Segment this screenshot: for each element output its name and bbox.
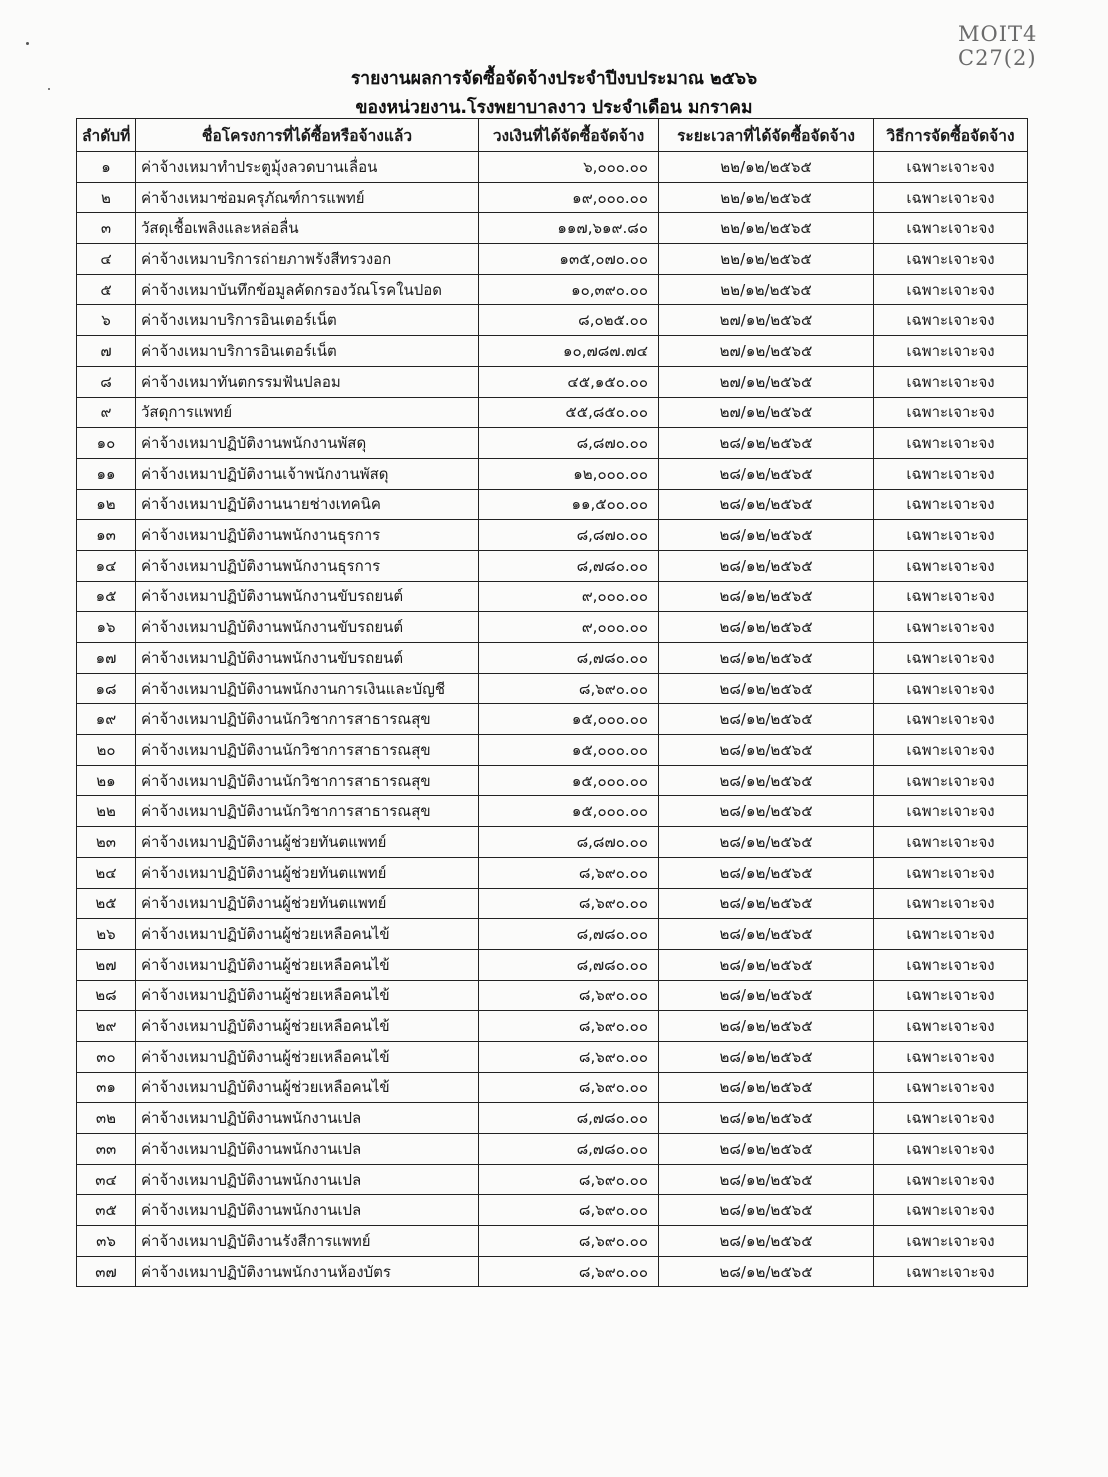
cell-name: ค่าจ้างเหมาบันทึกข้อมูลคัดกรองวัณโรคในปอด <box>136 274 479 305</box>
cell-name: ค่าจ้างเหมาปฏิบัติงานผู้ช่วยทันตแพทย์ <box>136 857 479 888</box>
table-row <box>77 673 1028 704</box>
cell-amount: ๑๐,๓๙๐.๐๐ <box>479 274 659 305</box>
cell-name: ค่าจ้างเหมาทำประตูมุ้งลวดบานเลื่อน <box>136 152 479 183</box>
cell-method: เฉพาะเจาะจง <box>874 888 1028 919</box>
cell-date: ๒๘/๑๒/๒๕๖๕ <box>659 919 874 950</box>
header-name: ชื่อโครงการที่ได้ซื้อหรือจ้างแล้ว <box>136 119 479 152</box>
report-title: รายงานผลการจัดซื้อจัดจ้างประจำปีงบประมาณ ๒๕๖๖ <box>350 69 758 89</box>
cell-date: ๒๘/๑๒/๒๕๖๕ <box>659 827 874 858</box>
cell-no: ๒ <box>77 182 136 213</box>
table-row <box>77 888 1028 919</box>
cell-date: ๒๒/๑๒/๒๕๖๕ <box>659 274 874 305</box>
cell-date: ๒๘/๑๒/๒๕๖๕ <box>659 1134 874 1165</box>
table-row <box>77 182 1028 213</box>
cell-no: ๑๔ <box>77 550 136 581</box>
cell-no: ๒๙ <box>77 1011 136 1042</box>
cell-method: เฉพาะเจาะจง <box>874 1134 1028 1165</box>
cell-method: เฉพาะเจาะจง <box>874 182 1028 213</box>
cell-amount: ๘,๗๘๐.๐๐ <box>479 949 659 980</box>
cell-no: ๒๔ <box>77 857 136 888</box>
cell-amount: ๘,๗๘๐.๐๐ <box>479 1103 659 1134</box>
cell-name: ค่าจ้างเหมาปฏิบัติงานนักวิชาการสาธารณสุข <box>136 796 479 827</box>
cell-no: ๒๗ <box>77 949 136 980</box>
cell-amount: ๘,๗๘๐.๐๐ <box>479 919 659 950</box>
cell-amount: ๙,๐๐๐.๐๐ <box>479 581 659 612</box>
cell-date: ๒๘/๑๒/๒๕๖๕ <box>659 1256 874 1287</box>
table-row <box>77 152 1028 183</box>
cell-amount: ๘,๖๙๐.๐๐ <box>479 1011 659 1042</box>
table-row <box>77 458 1028 489</box>
cell-name: วัสดุการแพทย์ <box>136 397 479 428</box>
table-row <box>77 397 1028 428</box>
table-row <box>77 1164 1028 1195</box>
cell-name: ค่าจ้างเหมาทันตกรรมฟันปลอม <box>136 366 479 397</box>
cell-name: ค่าจ้างเหมาปฏิบัติงานพนักงานเปล <box>136 1134 479 1165</box>
table-row <box>77 213 1028 244</box>
cell-name: ค่าจ้างเหมาปฏิบัติงานผู้ช่วยเหลือคนไข้ <box>136 980 479 1011</box>
cell-method: เฉพาะเจาะจง <box>874 827 1028 858</box>
cell-method: เฉพาะเจาะจง <box>874 1164 1028 1195</box>
cell-method: เฉพาะเจาะจง <box>874 581 1028 612</box>
cell-no: ๔ <box>77 244 136 275</box>
table-row <box>77 244 1028 275</box>
cell-amount: ๘,๗๘๐.๐๐ <box>479 1134 659 1165</box>
cell-name: ค่าจ้างเหมาปฏิบัติงานรังสีการแพทย์ <box>136 1226 479 1257</box>
cell-name: ค่าจ้างเหมาปฏิบัติงานผู้ช่วยเหลือคนไข้ <box>136 919 479 950</box>
cell-method: เฉพาะเจาะจง <box>874 489 1028 520</box>
cell-no: ๑๕ <box>77 581 136 612</box>
table-row <box>77 1103 1028 1134</box>
cell-amount: ๘,๖๙๐.๐๐ <box>479 1041 659 1072</box>
cell-no: ๓๗ <box>77 1256 136 1287</box>
cell-amount: ๑๑๗,๖๑๙.๘๐ <box>479 213 659 244</box>
cell-date: ๒๘/๑๒/๒๕๖๕ <box>659 428 874 459</box>
cell-no: ๓๔ <box>77 1164 136 1195</box>
cell-method: เฉพาะเจาะจง <box>874 366 1028 397</box>
procurement-table <box>76 118 1028 1287</box>
cell-amount: ๘,๖๙๐.๐๐ <box>479 1226 659 1257</box>
cell-method: เฉพาะเจาะจง <box>874 919 1028 950</box>
cell-amount: ๘,๖๙๐.๐๐ <box>479 980 659 1011</box>
cell-name: ค่าจ้างเหมาปฏิบัติงานพนักงานธุรการ <box>136 550 479 581</box>
cell-date: ๒๘/๑๒/๒๕๖๕ <box>659 458 874 489</box>
cell-name: ค่าจ้างเหมาปฏิบัติงานพนักงานเปล <box>136 1195 479 1226</box>
table-row <box>77 520 1028 551</box>
cell-no: ๓๕ <box>77 1195 136 1226</box>
cell-date: ๒๘/๑๒/๒๕๖๕ <box>659 888 874 919</box>
cell-name: ค่าจ้างเหมาบริการอินเตอร์เน็ต <box>136 305 479 336</box>
table-row <box>77 550 1028 581</box>
table-row <box>77 980 1028 1011</box>
cell-no: ๖ <box>77 305 136 336</box>
table-row <box>77 581 1028 612</box>
table-row <box>77 643 1028 674</box>
cell-date: ๒๘/๑๒/๒๕๖๕ <box>659 704 874 735</box>
table-row <box>77 919 1028 950</box>
cell-date: ๒๘/๑๒/๒๕๖๕ <box>659 1195 874 1226</box>
cell-date: ๒๗/๑๒/๒๕๖๕ <box>659 397 874 428</box>
cell-amount: ๘,๖๙๐.๐๐ <box>479 1195 659 1226</box>
cell-no: ๓๑ <box>77 1072 136 1103</box>
cell-date: ๒๘/๑๒/๒๕๖๕ <box>659 1226 874 1257</box>
cell-amount: ๑๕,๐๐๐.๐๐ <box>479 735 659 766</box>
cell-method: เฉพาะเจาะจง <box>874 336 1028 367</box>
cell-date: ๒๘/๑๒/๒๕๖๕ <box>659 735 874 766</box>
cell-method: เฉพาะเจาะจง <box>874 735 1028 766</box>
cell-name: ค่าจ้างเหมาปฏิบัติงานผู้ช่วยเหลือคนไข้ <box>136 1072 479 1103</box>
cell-date: ๒๘/๑๒/๒๕๖๕ <box>659 612 874 643</box>
cell-date: ๒๘/๑๒/๒๕๖๕ <box>659 489 874 520</box>
cell-date: ๒๒/๑๒/๒๕๖๕ <box>659 244 874 275</box>
table-header-row <box>77 119 1028 152</box>
cell-date: ๒๗/๑๒/๒๕๖๕ <box>659 336 874 367</box>
table-row <box>77 704 1028 735</box>
cell-date: ๒๘/๑๒/๒๕๖๕ <box>659 980 874 1011</box>
cell-date: ๒๗/๑๒/๒๕๖๕ <box>659 366 874 397</box>
scan-speck <box>26 42 29 45</box>
cell-method: เฉพาะเจาะจง <box>874 550 1028 581</box>
cell-name: ค่าจ้างเหมาปฏิบัติงานนักวิชาการสาธารณสุข <box>136 735 479 766</box>
header-method: วิธีการจัดซื้อจัดจ้าง <box>874 119 1028 152</box>
cell-name: ค่าจ้างเหมาปฏิบัติงานเจ้าพนักงานพัสดุ <box>136 458 479 489</box>
cell-method: เฉพาะเจาะจง <box>874 857 1028 888</box>
table-row <box>77 765 1028 796</box>
cell-name: ค่าจ้างเหมาปฏิบัติงานผู้ช่วยทันตแพทย์ <box>136 827 479 858</box>
cell-date: ๒๘/๑๒/๒๕๖๕ <box>659 550 874 581</box>
cell-no: ๒๑ <box>77 765 136 796</box>
cell-date: ๒๒/๑๒/๒๕๖๕ <box>659 152 874 183</box>
cell-no: ๒๒ <box>77 796 136 827</box>
cell-no: ๑ <box>77 152 136 183</box>
table-row <box>77 366 1028 397</box>
cell-name: ค่าจ้างเหมาปฏิบัติงานผู้ช่วยเหลือคนไข้ <box>136 1041 479 1072</box>
table-row <box>77 336 1028 367</box>
cell-method: เฉพาะเจาะจง <box>874 520 1028 551</box>
cell-method: เฉพาะเจาะจง <box>874 1195 1028 1226</box>
cell-name: ค่าจ้างเหมาปฏิบัติงานพนักงานการเงินและบัญชี <box>136 673 479 704</box>
cell-amount: ๖,๐๐๐.๐๐ <box>479 152 659 183</box>
cell-method: เฉพาะเจาะจง <box>874 612 1028 643</box>
table-body <box>77 152 1028 1287</box>
cell-name: ค่าจ้างเหมาบริการถ่ายภาพรังสีทรวงอก <box>136 244 479 275</box>
cell-name: ค่าจ้างเหมาปฏิบัติงานพนักงานขับรถยนต์ <box>136 643 479 674</box>
cell-method: เฉพาะเจาะจง <box>874 428 1028 459</box>
cell-no: ๑๗ <box>77 643 136 674</box>
cell-name: ค่าจ้างเหมาปฏิบัติงานผู้ช่วยเหลือคนไข้ <box>136 949 479 980</box>
cell-no: ๓๐ <box>77 1041 136 1072</box>
cell-name: ค่าจ้างเหมาซ่อมครุภัณฑ์การแพทย์ <box>136 182 479 213</box>
table-row <box>77 827 1028 858</box>
cell-amount: ๘,๖๙๐.๐๐ <box>479 1072 659 1103</box>
cell-date: ๒๒/๑๒/๒๕๖๕ <box>659 182 874 213</box>
cell-amount: ๘,๘๗๐.๐๐ <box>479 827 659 858</box>
cell-date: ๒๗/๑๒/๒๕๖๕ <box>659 305 874 336</box>
cell-no: ๓๖ <box>77 1226 136 1257</box>
cell-method: เฉพาะเจาะจง <box>874 458 1028 489</box>
cell-no: ๓๓ <box>77 1134 136 1165</box>
cell-method: เฉพาะเจาะจง <box>874 274 1028 305</box>
cell-name: ค่าจ้างเหมาปฏิบัติงานนายช่างเทคนิค <box>136 489 479 520</box>
table-row <box>77 1195 1028 1226</box>
table-row <box>77 612 1028 643</box>
cell-method: เฉพาะเจาะจง <box>874 704 1028 735</box>
cell-amount: ๑๓๕,๐๗๐.๐๐ <box>479 244 659 275</box>
cell-method: เฉพาะเจาะจง <box>874 980 1028 1011</box>
cell-method: เฉพาะเจาะจง <box>874 213 1028 244</box>
cell-date: ๒๘/๑๒/๒๕๖๕ <box>659 1164 874 1195</box>
cell-amount: ๘,๖๙๐.๐๐ <box>479 1256 659 1287</box>
table-row <box>77 1041 1028 1072</box>
table-row <box>77 1256 1028 1287</box>
cell-method: เฉพาะเจาะจง <box>874 1011 1028 1042</box>
cell-no: ๓ <box>77 213 136 244</box>
cell-no: ๙ <box>77 397 136 428</box>
cell-amount: ๘,๘๗๐.๐๐ <box>479 428 659 459</box>
cell-no: ๑๐ <box>77 428 136 459</box>
cell-amount: ๑๙,๐๐๐.๐๐ <box>479 182 659 213</box>
cell-no: ๑๙ <box>77 704 136 735</box>
cell-name: ค่าจ้างเหมาปฏิบัติงานพนักงานขับรถยนต์ <box>136 581 479 612</box>
table-row <box>77 274 1028 305</box>
cell-no: ๒๘ <box>77 980 136 1011</box>
cell-method: เฉพาะเจาะจง <box>874 1103 1028 1134</box>
cell-name: ค่าจ้างเหมาบริการอินเตอร์เน็ต <box>136 336 479 367</box>
cell-name: ค่าจ้างเหมาปฏิบัติงานนักวิชาการสาธารณสุข <box>136 704 479 735</box>
cell-method: เฉพาะเจาะจง <box>874 1226 1028 1257</box>
cell-name: ค่าจ้างเหมาปฏิบัติงานนักวิชาการสาธารณสุข <box>136 765 479 796</box>
cell-method: เฉพาะเจาะจง <box>874 397 1028 428</box>
table-row <box>77 796 1028 827</box>
cell-amount: ๑๕,๐๐๐.๐๐ <box>479 704 659 735</box>
cell-method: เฉพาะเจาะจง <box>874 1256 1028 1287</box>
cell-amount: ๑๕,๐๐๐.๐๐ <box>479 765 659 796</box>
cell-name: วัสดุเชื้อเพลิงและหล่อลื่น <box>136 213 479 244</box>
handwritten-note: MOIT4 C27(2) <box>958 22 1038 70</box>
cell-date: ๒๘/๑๒/๒๕๖๕ <box>659 1011 874 1042</box>
cell-name: ค่าจ้างเหมาปฏิบัติงานพนักงานห้องบัตร <box>136 1256 479 1287</box>
cell-date: ๒๘/๑๒/๒๕๖๕ <box>659 857 874 888</box>
cell-no: ๒๓ <box>77 827 136 858</box>
cell-no: ๒๕ <box>77 888 136 919</box>
cell-date: ๒๘/๑๒/๒๕๖๕ <box>659 1072 874 1103</box>
cell-amount: ๑๐,๗๘๗.๗๔ <box>479 336 659 367</box>
table-row <box>77 1072 1028 1103</box>
cell-amount: ๕๕,๘๕๐.๐๐ <box>479 397 659 428</box>
cell-method: เฉพาะเจาะจง <box>874 765 1028 796</box>
cell-amount: ๘,๗๘๐.๐๐ <box>479 643 659 674</box>
cell-name: ค่าจ้างเหมาปฏิบัติงานพนักงานเปล <box>136 1103 479 1134</box>
cell-no: ๕ <box>77 274 136 305</box>
cell-method: เฉพาะเจาะจง <box>874 244 1028 275</box>
cell-method: เฉพาะเจาะจง <box>874 796 1028 827</box>
cell-no: ๗ <box>77 336 136 367</box>
cell-date: ๒๘/๑๒/๒๕๖๕ <box>659 643 874 674</box>
cell-amount: ๘,๘๗๐.๐๐ <box>479 520 659 551</box>
cell-method: เฉพาะเจาะจง <box>874 1072 1028 1103</box>
cell-date: ๒๘/๑๒/๒๕๖๕ <box>659 765 874 796</box>
cell-no: ๒๐ <box>77 735 136 766</box>
cell-no: ๑๑ <box>77 458 136 489</box>
table-row <box>77 949 1028 980</box>
cell-date: ๒๘/๑๒/๒๕๖๕ <box>659 581 874 612</box>
cell-method: เฉพาะเจาะจง <box>874 152 1028 183</box>
cell-date: ๒๘/๑๒/๒๕๖๕ <box>659 673 874 704</box>
table-row <box>77 1226 1028 1257</box>
cell-name: ค่าจ้างเหมาปฏิบัติงานพนักงานเปล <box>136 1164 479 1195</box>
cell-amount: ๑๑,๕๐๐.๐๐ <box>479 489 659 520</box>
table-row <box>77 1011 1028 1042</box>
table-row <box>77 1134 1028 1165</box>
cell-date: ๒๘/๑๒/๒๕๖๕ <box>659 520 874 551</box>
header-no: ลำดับที่ <box>77 119 136 152</box>
table-row <box>77 489 1028 520</box>
cell-amount: ๔๕,๑๕๐.๐๐ <box>479 366 659 397</box>
cell-amount: ๙,๐๐๐.๐๐ <box>479 612 659 643</box>
cell-date: ๒๘/๑๒/๒๕๖๕ <box>659 1103 874 1134</box>
cell-date: ๒๘/๑๒/๒๕๖๕ <box>659 949 874 980</box>
table-row <box>77 428 1028 459</box>
report-subtitle: ของหน่วยงาน.โรงพยาบาลงาว ประจำเดือน มกราคม <box>355 98 753 118</box>
cell-method: เฉพาะเจาะจง <box>874 673 1028 704</box>
cell-date: ๒๘/๑๒/๒๕๖๕ <box>659 796 874 827</box>
cell-amount: ๘,๐๒๕.๐๐ <box>479 305 659 336</box>
cell-name: ค่าจ้างเหมาปฏิบัติงานผู้ช่วยเหลือคนไข้ <box>136 1011 479 1042</box>
cell-name: ค่าจ้างเหมาปฏิบัติงานผู้ช่วยทันตแพทย์ <box>136 888 479 919</box>
cell-no: ๑๓ <box>77 520 136 551</box>
cell-method: เฉพาะเจาะจง <box>874 643 1028 674</box>
cell-no: ๘ <box>77 366 136 397</box>
header-date: ระยะเวลาที่ได้จัดซื้อจัดจ้าง <box>659 119 874 152</box>
cell-no: ๓๒ <box>77 1103 136 1134</box>
cell-amount: ๘,๖๙๐.๐๐ <box>479 888 659 919</box>
table-row <box>77 305 1028 336</box>
cell-method: เฉพาะเจาะจง <box>874 1041 1028 1072</box>
cell-name: ค่าจ้างเหมาปฏิบัติงานพนักงานธุรการ <box>136 520 479 551</box>
cell-amount: ๘,๖๙๐.๐๐ <box>479 673 659 704</box>
cell-name: ค่าจ้างเหมาปฏิบัติงานพนักงานขับรถยนต์ <box>136 612 479 643</box>
cell-date: ๒๒/๑๒/๒๕๖๕ <box>659 213 874 244</box>
table-row <box>77 735 1028 766</box>
cell-amount: ๘,๖๙๐.๐๐ <box>479 1164 659 1195</box>
cell-no: ๑๘ <box>77 673 136 704</box>
cell-date: ๒๘/๑๒/๒๕๖๕ <box>659 1041 874 1072</box>
cell-method: เฉพาะเจาะจง <box>874 305 1028 336</box>
cell-amount: ๑๕,๐๐๐.๐๐ <box>479 796 659 827</box>
cell-no: ๑๖ <box>77 612 136 643</box>
cell-name: ค่าจ้างเหมาปฏิบัติงานพนักงานพัสดุ <box>136 428 479 459</box>
cell-no: ๒๖ <box>77 919 136 950</box>
cell-amount: ๘,๖๙๐.๐๐ <box>479 857 659 888</box>
cell-amount: ๘,๗๘๐.๐๐ <box>479 550 659 581</box>
header-amount: วงเงินที่ได้จัดซื้อจัดจ้าง <box>479 119 659 152</box>
cell-no: ๑๒ <box>77 489 136 520</box>
cell-method: เฉพาะเจาะจง <box>874 949 1028 980</box>
table-row <box>77 857 1028 888</box>
cell-amount: ๑๒,๐๐๐.๐๐ <box>479 458 659 489</box>
